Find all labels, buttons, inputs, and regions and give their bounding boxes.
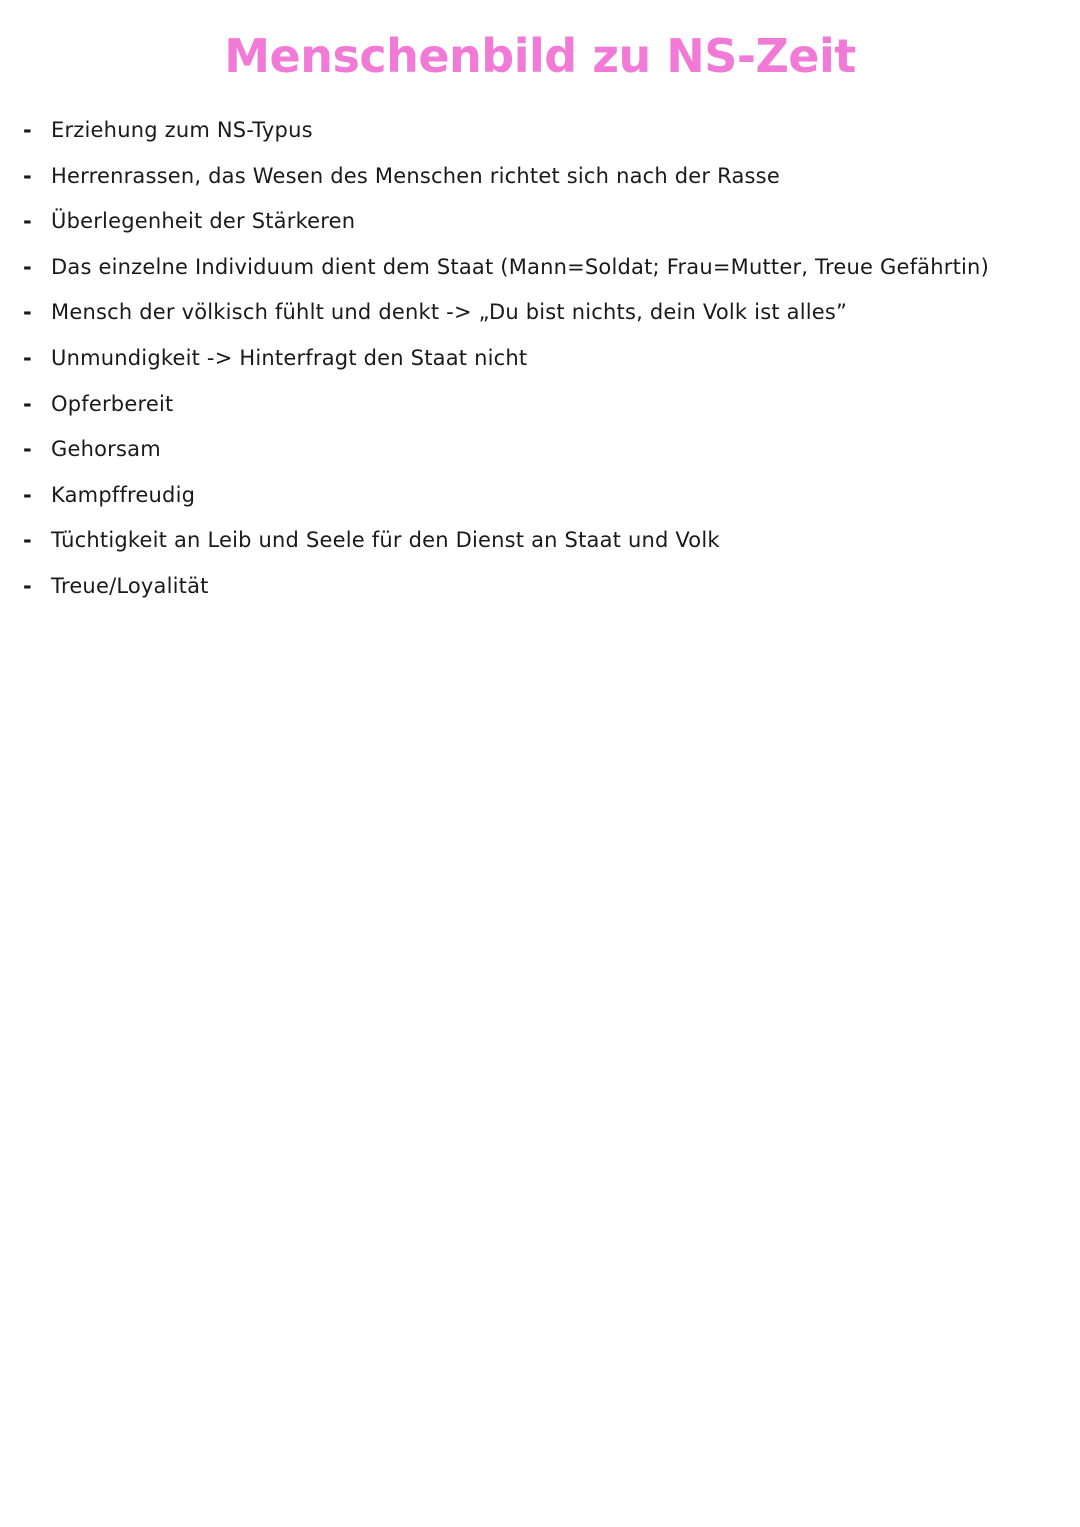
page-title: Menschenbild zu NS-Zeit	[224, 29, 856, 83]
bullet-marker: -	[23, 118, 32, 142]
list-item-text: Opferbereit	[51, 391, 174, 416]
bullet-marker: -	[23, 300, 32, 325]
list-item	[0, 518, 1080, 564]
list-item	[0, 427, 1080, 473]
bullet-marker: -	[23, 163, 32, 188]
list-item-text: Herrenrassen, das Wesen des Menschen richtet sich nach der Rasse	[51, 163, 780, 188]
list-item	[0, 108, 1080, 154]
list-item-text: Kampffreudig	[51, 482, 196, 507]
list-item	[0, 245, 1080, 291]
bullet-marker: -	[23, 254, 32, 279]
list-item-text: Unmundigkeit -> Hinterfragt den Staat nicht	[51, 345, 528, 370]
bullet-list	[0, 108, 1080, 610]
list-item-text: Tüchtigkeit an Leib und Seele für den Dienst an Staat und Volk	[51, 528, 720, 553]
bullet-marker: -	[23, 573, 32, 598]
bullet-marker: -	[23, 437, 32, 462]
bullet-marker: -	[23, 209, 32, 234]
list-item-text: Überlegenheit der Stärkeren	[51, 209, 356, 234]
list-item-text: Erziehung zum NS-Typus	[51, 118, 313, 142]
bullet-marker: -	[23, 345, 32, 370]
list-item	[0, 473, 1080, 519]
list-item-text: Das einzelne Individuum dient dem Staat (Mann=Soldat; Frau=Mutter, Treue Gefährtin)	[51, 254, 989, 279]
bullet-marker: -	[23, 391, 32, 416]
list-item	[0, 564, 1080, 610]
bullet-marker: -	[23, 482, 32, 507]
list-item-text: Mensch der völkisch fühlt und denkt -> „Du bist nichts, dein Volk ist alles”	[51, 300, 848, 325]
list-item-text: Treue/Loyalität	[51, 573, 209, 598]
list-item	[0, 154, 1080, 200]
list-item	[0, 290, 1080, 336]
list-item	[0, 199, 1080, 245]
list-item-text: Gehorsam	[51, 437, 161, 462]
list-item	[0, 336, 1080, 382]
list-item	[0, 382, 1080, 428]
bullet-marker: -	[23, 528, 32, 553]
